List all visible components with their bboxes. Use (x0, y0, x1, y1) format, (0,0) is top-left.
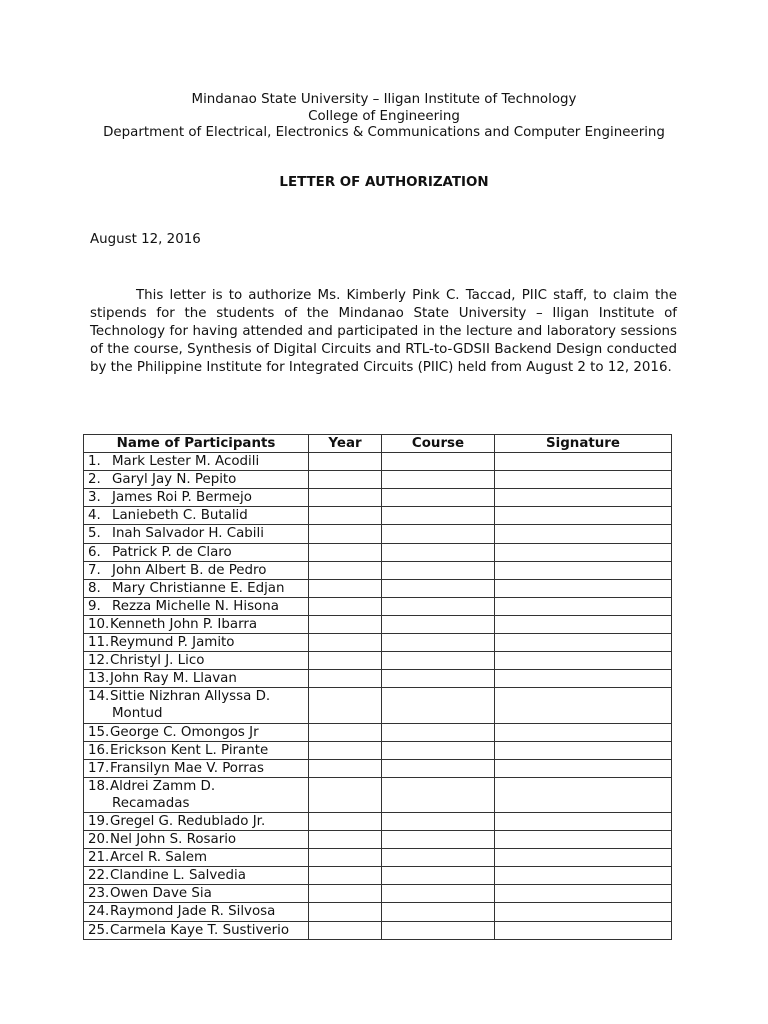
table-row (84, 867, 672, 885)
participant-name: Erickson Kent L. Pirante (110, 742, 269, 758)
participant-number: 7. (88, 562, 101, 578)
table-header-row (84, 435, 672, 453)
college-name: College of Engineering (308, 108, 460, 124)
signature-cell (495, 561, 672, 579)
year-cell (309, 652, 382, 670)
participant-name: Reymund P. Jamito (110, 635, 235, 651)
year-cell (309, 507, 382, 525)
participant-name-cell (84, 579, 309, 597)
participant-name-cell (84, 831, 309, 849)
participant-name: Fransilyn Mae V. Porras (110, 760, 264, 776)
course-cell (382, 453, 495, 471)
participant-name: Inah Salvador H. Cabili (112, 526, 264, 542)
course-cell (382, 670, 495, 688)
signature-cell (495, 489, 672, 507)
participant-number: 20. (88, 832, 110, 848)
column-header-signature: Signature (495, 435, 672, 453)
year-cell (309, 525, 382, 543)
participant-number: 25. (88, 922, 110, 938)
table-row (84, 579, 672, 597)
participant-name: Sittie Nizhran Allyssa D. (110, 689, 271, 705)
participant-name-cell (84, 741, 309, 759)
year-cell (309, 543, 382, 561)
university-name: Mindanao State University – Iligan Institute of Technology (191, 92, 577, 107)
participant-name-cell (84, 885, 309, 903)
table-row (84, 849, 672, 867)
participant-name-cell (84, 777, 309, 812)
participant-number: 3. (88, 490, 101, 506)
year-cell (309, 867, 382, 885)
year-cell (309, 615, 382, 633)
table-row (84, 453, 672, 471)
participant-name-cell (84, 615, 309, 633)
participants-table (83, 434, 672, 940)
signature-cell (495, 723, 672, 741)
year-cell (309, 885, 382, 903)
letter-title: LETTER OF AUTHORIZATION (279, 175, 489, 190)
participant-name-cell (84, 561, 309, 579)
table-row (84, 634, 672, 652)
signature-cell (495, 525, 672, 543)
signature-cell (495, 543, 672, 561)
participant-number: 15. (88, 724, 110, 740)
table-row (84, 561, 672, 579)
participant-name: Nel John S. Rosario (110, 832, 237, 848)
participant-name: Owen Dave Sia (110, 886, 212, 902)
signature-cell (495, 831, 672, 849)
participant-number: 9. (88, 598, 101, 614)
table-row (84, 543, 672, 561)
course-cell (382, 849, 495, 867)
signature-cell (495, 453, 672, 471)
signature-cell (495, 670, 672, 688)
column-header-name: Name of Participants (84, 435, 309, 453)
participant-number: 11. (88, 635, 110, 651)
signature-cell (495, 688, 672, 723)
table-row (84, 525, 672, 543)
participant-number: 6. (88, 544, 101, 560)
year-cell (309, 759, 382, 777)
participant-number: 23. (88, 886, 110, 902)
course-cell (382, 723, 495, 741)
course-cell (382, 903, 495, 921)
signature-cell (495, 579, 672, 597)
participant-name: Arcel R. Salem (110, 850, 207, 866)
signature-cell (495, 471, 672, 489)
signature-cell (495, 652, 672, 670)
course-cell (382, 921, 495, 939)
year-cell (309, 561, 382, 579)
participant-number: 5. (88, 526, 101, 542)
course-cell (382, 688, 495, 723)
table-row (84, 831, 672, 849)
participant-name: Garyl Jay N. Pepito (112, 472, 237, 488)
table-row (84, 615, 672, 633)
participant-name-cell (84, 543, 309, 561)
year-cell (309, 597, 382, 615)
participant-name-cell (84, 670, 309, 688)
course-cell (382, 812, 495, 830)
course-cell (382, 652, 495, 670)
year-cell (309, 670, 382, 688)
participant-name-cell (84, 634, 309, 652)
participant-rows (84, 453, 672, 940)
course-cell (382, 579, 495, 597)
participant-number: 12. (88, 653, 110, 669)
course-cell (382, 561, 495, 579)
table-row (84, 885, 672, 903)
letter-date: August 12, 2016 (90, 232, 201, 247)
table-row (84, 652, 672, 670)
table-row (84, 903, 672, 921)
participant-name: John Albert B. de Pedro (112, 562, 267, 578)
course-cell (382, 543, 495, 561)
participant-name-cell (84, 525, 309, 543)
table-row (84, 741, 672, 759)
year-cell (309, 579, 382, 597)
participant-name: Raymond Jade R. Silvosa (110, 904, 276, 920)
table-row (84, 670, 672, 688)
table-row (84, 688, 672, 723)
signature-cell (495, 777, 672, 812)
participant-name: Patrick P. de Claro (112, 544, 232, 560)
course-cell (382, 597, 495, 615)
participant-name-cell (84, 759, 309, 777)
participant-name: Mary Christianne E. Edjan (112, 580, 285, 596)
year-cell (309, 777, 382, 812)
department-name: Department of Electrical, Electronics & Communications and Computer Engineering (103, 125, 665, 140)
participant-name-cell (84, 921, 309, 939)
participant-number: 16. (88, 742, 110, 758)
table-row (84, 759, 672, 777)
signature-cell (495, 812, 672, 830)
course-cell (382, 885, 495, 903)
participant-name: George C. Omongos Jr (110, 724, 259, 740)
signature-cell (495, 507, 672, 525)
participant-number: 21. (88, 850, 110, 866)
year-cell (309, 831, 382, 849)
table-row (84, 489, 672, 507)
participant-name: James Roi P. Bermejo (112, 490, 252, 506)
year-cell (309, 723, 382, 741)
course-cell (382, 634, 495, 652)
participant-number: 19. (88, 813, 110, 829)
participant-name-cell (84, 688, 309, 723)
course-cell (382, 741, 495, 759)
participant-name: Mark Lester M. Acodili (112, 454, 260, 470)
participant-number: 13. (88, 671, 110, 687)
participant-number: 10. (88, 616, 110, 632)
participant-name-cell (84, 453, 309, 471)
participant-number: 14. (88, 689, 110, 705)
table-row (84, 777, 672, 812)
year-cell (309, 688, 382, 723)
participant-number: 8. (88, 580, 101, 596)
year-cell (309, 634, 382, 652)
participant-name-cell (84, 723, 309, 741)
year-cell (309, 453, 382, 471)
participant-name-cell (84, 597, 309, 615)
course-cell (382, 777, 495, 812)
participant-number: 2. (88, 472, 101, 488)
column-header-course: Course (382, 435, 495, 453)
signature-cell (495, 741, 672, 759)
course-cell (382, 759, 495, 777)
year-cell (309, 812, 382, 830)
year-cell (309, 489, 382, 507)
participant-number: 24. (88, 904, 110, 920)
course-cell (382, 831, 495, 849)
participant-name: Aldrei Zamm D. (110, 778, 216, 794)
table-row (84, 723, 672, 741)
participant-name: John Ray M. Llavan (110, 671, 237, 687)
signature-cell (495, 885, 672, 903)
year-cell (309, 471, 382, 489)
participant-name: Kenneth John P. Ibarra (110, 616, 258, 632)
participant-name-cell (84, 867, 309, 885)
table-row (84, 507, 672, 525)
participant-name-cell (84, 489, 309, 507)
participant-number: 17. (88, 760, 110, 776)
table-row (84, 597, 672, 615)
participant-name-cell (84, 849, 309, 867)
letter-body: This letter is to authorize Ms. Kimberly Pink C. Taccad, PIIC staff, to claim the stipends for the students of the Mindanao State University – Iligan Institute of Technology for having attended and participated in the lecture and laboratory sessions of the course, Synthesis of Digital Circuits and RTL-to-GDSII Backend Design conducted by the Philippine Institute for Integrated Circuits (PIIC) held from August 2 to 12, 2016. (90, 288, 677, 375)
signature-cell (495, 849, 672, 867)
participant-number: 1. (88, 454, 101, 470)
participant-name-cell (84, 471, 309, 489)
course-cell (382, 489, 495, 507)
signature-cell (495, 759, 672, 777)
participant-name-continued: Montud (112, 706, 163, 722)
course-cell (382, 867, 495, 885)
letterhead (0, 92, 768, 142)
column-header-year: Year (309, 435, 382, 453)
year-cell (309, 903, 382, 921)
year-cell (309, 741, 382, 759)
course-cell (382, 525, 495, 543)
year-cell (309, 921, 382, 939)
participant-name-cell (84, 507, 309, 525)
participant-number: 22. (88, 868, 110, 884)
course-cell (382, 471, 495, 489)
participant-name-cell (84, 812, 309, 830)
participant-name: Gregel G. Redublado Jr. (110, 813, 266, 829)
table-row (84, 471, 672, 489)
course-cell (382, 507, 495, 525)
participant-number: 4. (88, 508, 101, 524)
participant-name: Rezza Michelle N. Hisona (112, 598, 279, 614)
participant-name-cell (84, 652, 309, 670)
signature-cell (495, 867, 672, 885)
signature-cell (495, 615, 672, 633)
participant-name: Laniebeth C. Butalid (112, 508, 248, 524)
year-cell (309, 849, 382, 867)
signature-cell (495, 903, 672, 921)
participant-number: 18. (88, 778, 110, 794)
signature-cell (495, 634, 672, 652)
course-cell (382, 615, 495, 633)
participant-name-cell (84, 903, 309, 921)
participant-name: Clandine L. Salvedia (110, 868, 246, 884)
signature-cell (495, 597, 672, 615)
table-row (84, 812, 672, 830)
participant-name-continued: Recamadas (112, 795, 190, 811)
participant-name: Carmela Kaye T. Sustiverio (110, 922, 290, 938)
table-row (84, 921, 672, 939)
signature-cell (495, 921, 672, 939)
participant-name: Christyl J. Lico (110, 653, 205, 669)
